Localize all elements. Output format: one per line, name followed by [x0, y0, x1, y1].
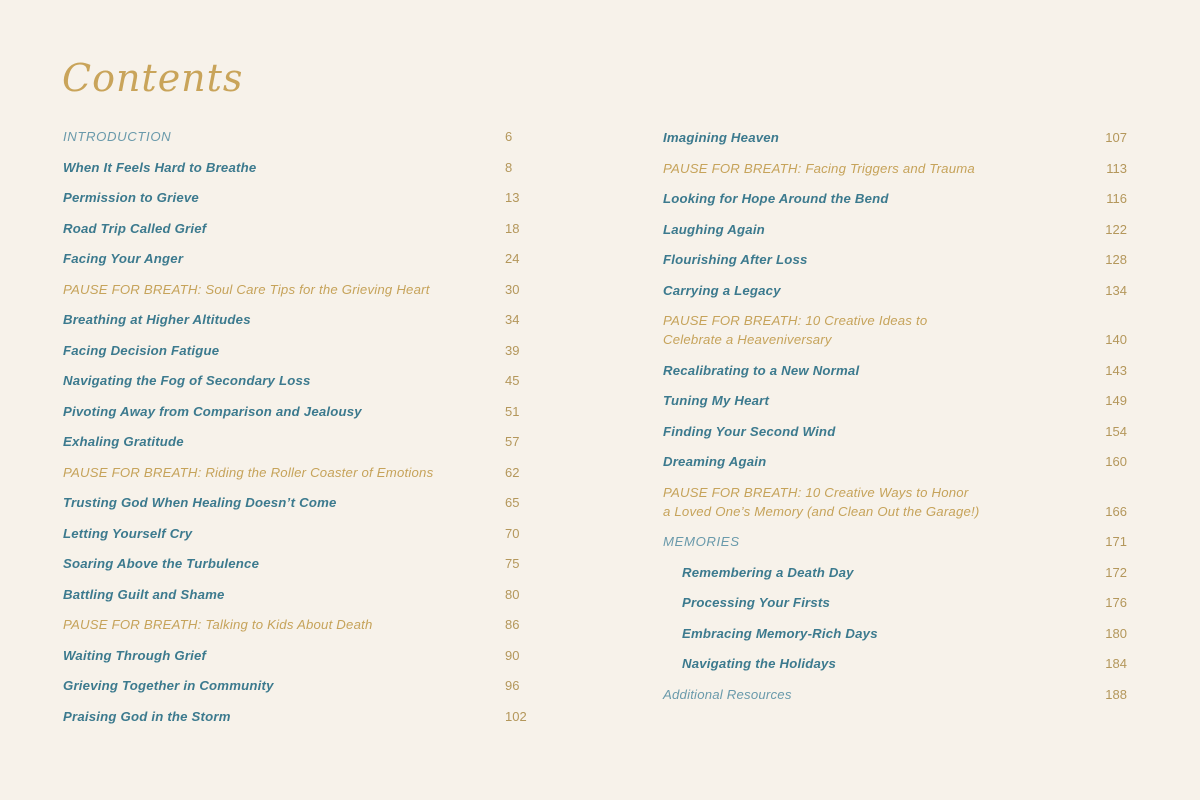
toc-entry[interactable]: [663, 311, 1133, 361]
toc-entry[interactable]: [663, 654, 1133, 685]
toc-entry[interactable]: [663, 250, 1133, 281]
toc-entry[interactable]: [663, 422, 1133, 453]
toc-entry-title: Trusting God When Healing Doesn’t Come: [63, 495, 337, 510]
toc-entry-page: 116: [1106, 191, 1127, 206]
toc-entry-title: Tuning My Heart: [663, 393, 770, 408]
toc-entry-page: 34: [505, 312, 520, 327]
toc-entry-title: INTRODUCTION: [63, 129, 172, 144]
toc-entry[interactable]: [63, 402, 533, 433]
toc-entry-page: 39: [505, 342, 520, 358]
toc-entry[interactable]: [63, 646, 533, 677]
toc-entry-page: 96: [505, 678, 520, 693]
toc-entry-title: Finding Your Second Wind: [663, 423, 836, 439]
toc-entry-title: Navigating the Fog of Secondary Loss: [63, 373, 311, 388]
toc-entry-title: Processing Your Firsts: [682, 595, 831, 610]
toc-entry-title: Letting Yourself Cry: [63, 525, 193, 541]
toc-entry-page: 122: [1105, 221, 1127, 237]
toc-entry-page: 75: [505, 556, 520, 571]
toc-entry-page: 180: [1105, 625, 1127, 641]
toc-entry-title: PAUSE FOR BREATH: Riding the Roller Coaster of Emotions: [63, 464, 434, 480]
toc-entry[interactable]: [663, 452, 1133, 483]
toc-entry-page: 134: [1105, 282, 1127, 298]
toc-entry-title: PAUSE FOR BREATH: Facing Triggers and Trauma: [663, 160, 975, 176]
toc-entry[interactable]: [663, 361, 1133, 392]
toc-entry-page: 8: [505, 159, 513, 175]
toc-entry[interactable]: [663, 128, 1133, 159]
toc-entry[interactable]: [663, 532, 1133, 563]
toc-entry-title: When It Feels Hard to Breathe: [63, 159, 257, 175]
toc-entry-title: MEMORIES: [663, 534, 740, 549]
toc-entry[interactable]: [663, 563, 1133, 594]
toc-entry[interactable]: [663, 220, 1133, 251]
toc-entry-page: 45: [505, 373, 520, 388]
toc-entry-page: 172: [1105, 564, 1127, 580]
toc-entry-title: Breathing at Higher Altitudes: [63, 312, 251, 327]
toc-entry[interactable]: [63, 676, 533, 707]
toc-entry-page: 90: [505, 647, 520, 663]
toc-entry[interactable]: [663, 685, 1133, 716]
toc-entry[interactable]: [663, 189, 1133, 220]
toc-entry-page: 70: [505, 525, 520, 541]
toc-entry[interactable]: [63, 524, 533, 555]
toc-entry[interactable]: [63, 707, 533, 738]
toc-entry-page: 80: [505, 586, 520, 602]
toc-entry-page: 57: [505, 434, 520, 449]
toc-entry[interactable]: [663, 281, 1133, 312]
toc-entry-page: 86: [505, 617, 520, 632]
toc-entry-title: Grieving Together in Community: [63, 678, 274, 693]
toc-entry[interactable]: [63, 432, 533, 463]
toc-entry-title: Flourishing After Loss: [663, 252, 808, 267]
toc-entry[interactable]: [63, 615, 533, 646]
toc-entry-page: 6: [505, 129, 513, 144]
toc-entry-title: Praising God in the Storm: [63, 708, 231, 724]
toc-entry-title: Remembering a Death Day: [682, 564, 854, 580]
toc-entry-title: Laughing Again: [663, 221, 765, 237]
toc-entry[interactable]: [663, 159, 1133, 190]
toc-entry[interactable]: [63, 219, 533, 250]
toc-entry-title: Looking for Hope Around the Bend: [663, 191, 889, 206]
toc-entry-title: Dreaming Again: [663, 454, 767, 469]
toc-entry-page: 13: [505, 190, 520, 205]
toc-entry-page: 143: [1105, 362, 1127, 378]
toc-entry-title: Road Trip Called Grief: [63, 220, 207, 236]
toc-entry-page: 30: [505, 281, 520, 297]
toc-entry-page: 107: [1105, 130, 1127, 145]
toc-entry-page: 113: [1106, 160, 1127, 176]
toc-entry[interactable]: [63, 188, 533, 219]
toc-entry-title: Battling Guilt and Shame: [63, 586, 225, 602]
toc-entry-page: 160: [1105, 454, 1127, 469]
toc-entry[interactable]: [63, 585, 533, 616]
toc-entry[interactable]: [663, 391, 1133, 422]
toc-entry-title: Recalibrating to a New Normal: [663, 362, 860, 378]
toc-entry[interactable]: [63, 310, 533, 341]
toc-entry-page: 176: [1105, 595, 1127, 610]
toc-entry-page: 149: [1105, 393, 1127, 408]
toc-entry[interactable]: [63, 341, 533, 372]
page-title: Contents: [62, 56, 244, 100]
toc-entry-title: Soaring Above the Turbulence: [63, 556, 260, 571]
toc-entry-page: 140: [1105, 332, 1127, 347]
toc-column-right: [663, 128, 1133, 715]
toc-entry-page: 18: [505, 220, 520, 236]
toc-entry-title: Exhaling Gratitude: [63, 434, 184, 449]
toc-entry[interactable]: [663, 483, 1133, 533]
toc-entry-title: Permission to Grieve: [63, 190, 199, 205]
toc-entry-page: 65: [505, 495, 520, 510]
toc-entry-title: PAUSE FOR BREATH: 10 Creative Ways to Honor a Loved One’s Memory (and Clean Out the Garage!): [663, 484, 980, 519]
toc-entry-page: 188: [1105, 686, 1127, 702]
toc-entry-title: Carrying a Legacy: [663, 282, 781, 298]
toc-entry-title: Imagining Heaven: [663, 130, 780, 145]
toc-entry-page: 62: [505, 464, 520, 480]
toc-entry-title: PAUSE FOR BREATH: 10 Creative Ideas to Celebrate a Heaveniversary: [663, 313, 928, 347]
toc-entry[interactable]: [63, 371, 533, 402]
toc-entry[interactable]: [63, 127, 533, 158]
toc-entry-page: 171: [1105, 534, 1127, 549]
toc-entry-title: PAUSE FOR BREATH: Soul Care Tips for the Grieving Heart: [63, 281, 430, 297]
toc-entry[interactable]: [63, 554, 533, 585]
toc-entry-page: 166: [1105, 503, 1127, 519]
toc-entry[interactable]: [63, 158, 533, 189]
toc-entry[interactable]: [663, 593, 1133, 624]
toc-entry-title: Facing Decision Fatigue: [63, 342, 220, 358]
toc-entry-title: Pivoting Away from Comparison and Jealousy: [63, 403, 362, 419]
toc-entry-page: 24: [505, 251, 520, 266]
toc-entry-title: Embracing Memory-Rich Days: [682, 625, 878, 641]
toc-entry-page: 128: [1105, 252, 1127, 267]
toc-entry-page: 51: [505, 403, 520, 419]
toc-column-left: [63, 127, 533, 737]
toc-entry[interactable]: [63, 280, 533, 311]
toc-entry-page: 102: [505, 708, 527, 724]
toc-entry[interactable]: [63, 493, 533, 524]
toc-entry[interactable]: [63, 249, 533, 280]
toc-entry[interactable]: [63, 463, 533, 494]
toc-entry-page: 184: [1105, 656, 1127, 671]
toc-entry-title: Additional Resources: [663, 686, 792, 702]
toc-entry[interactable]: [663, 624, 1133, 655]
toc-entry-title: Navigating the Holidays: [682, 656, 837, 671]
toc-entry-title: PAUSE FOR BREATH: Talking to Kids About Death: [63, 617, 373, 632]
toc-entry-page: 154: [1105, 423, 1127, 439]
toc-entry-title: Waiting Through Grief: [63, 647, 207, 663]
toc-entry-title: Facing Your Anger: [63, 251, 184, 266]
